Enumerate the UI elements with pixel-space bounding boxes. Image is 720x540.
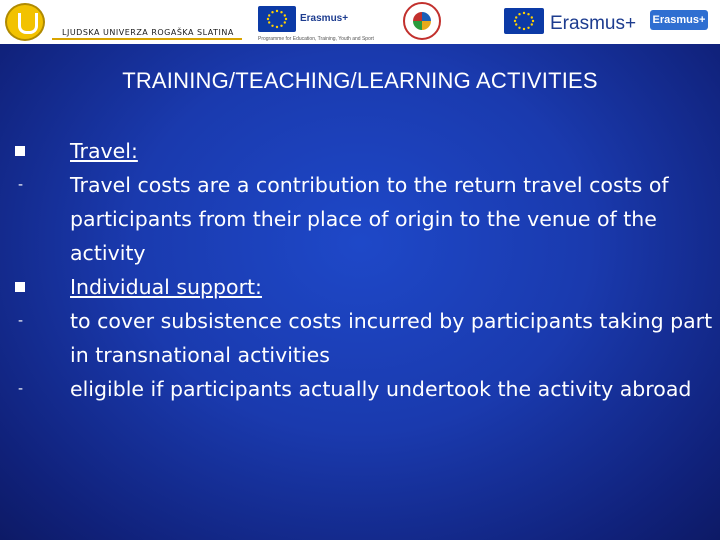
- partner-emblem-icon: [403, 2, 441, 40]
- bullet-list: [0, 134, 720, 406]
- logo-header: [0, 0, 720, 44]
- eu-flag-icon: [504, 8, 544, 34]
- square-bullet-icon: [15, 282, 25, 292]
- dash-bullet-icon: -: [18, 177, 24, 193]
- eu-flag-icon: [258, 6, 296, 32]
- square-bullet-icon: [15, 146, 25, 156]
- slide-title: TRAINING/TEACHING/LEARNING ACTIVITIES: [122, 68, 598, 93]
- list-item-text: to cover subsistence costs incurred by participants taking part in transnational activities: [70, 309, 713, 367]
- list-item-text: Travel costs are a contribution to the return travel costs of participants from their place of origin to the venue of the activity: [70, 173, 669, 265]
- list-item: [0, 304, 720, 372]
- list-item-text: Travel:: [70, 139, 138, 163]
- erasmus-logo-text: Erasmus+: [550, 13, 637, 34]
- header-divider: [52, 38, 242, 40]
- erasmus-subtitle: Programme for Education, Training, Youth and Sport: [258, 36, 374, 42]
- list-item: [0, 134, 720, 168]
- dash-bullet-icon: -: [18, 313, 24, 329]
- university-name: LJUDSKA UNIVERZA ROGAŠKA SLATINA: [62, 28, 234, 37]
- list-item: [0, 168, 720, 270]
- erasmus-badge: Erasmus+: [650, 10, 708, 30]
- erasmus-logo-text: Erasmus+: [300, 13, 349, 24]
- list-item: [0, 270, 720, 304]
- dash-bullet-icon: -: [18, 381, 24, 397]
- list-item: [0, 372, 720, 406]
- list-item-text: eligible if participants actually undertook the activity abroad: [70, 377, 692, 401]
- list-item-text: Individual support:: [70, 275, 262, 299]
- university-logo-icon: [5, 3, 45, 41]
